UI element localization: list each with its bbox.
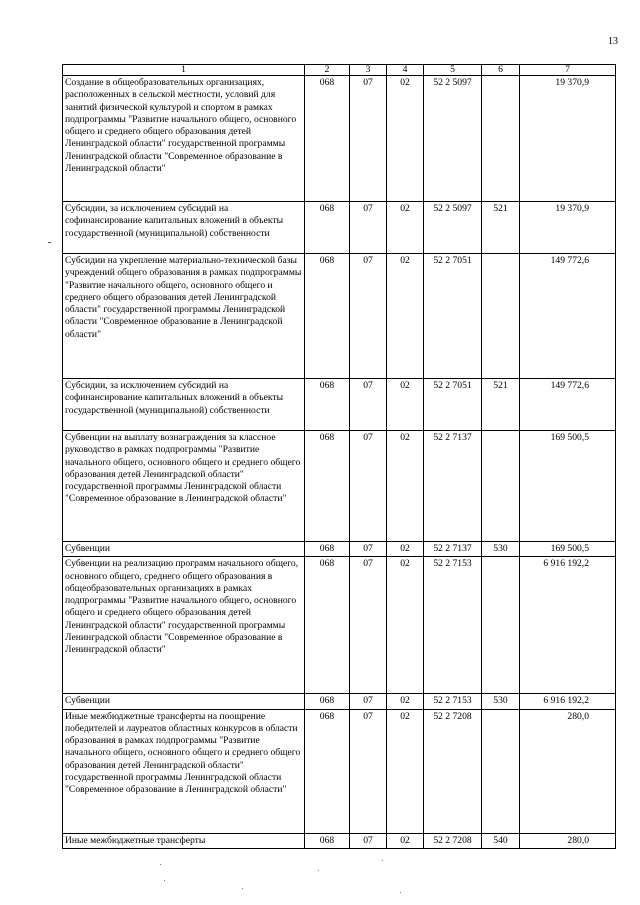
scan-noise (150, 858, 450, 898)
table-row (63, 431, 616, 542)
row-ministry: 068 (305, 833, 350, 848)
row-name: Субвенции на выплату вознаграждения за классное руководство в рамках подпрограммы "Развитие начального общего, основного общего и среднего общего образования детей Ленинградской области" государственной программы Ленинградской области "Современное образование в Ленинградской области" (63, 431, 305, 542)
row-ministry: 068 (305, 254, 350, 379)
row-subsection: 02 (387, 202, 424, 254)
row-name: Субсидии на укрепление материально-технической базы учреждений общего образования в рамках подпрограммы "Развитие начального общего, основного общего и среднего общего образования детей Ленинградской области" государственной программы Ленинградской области "Современное образование в Ленинградской области" (63, 254, 305, 379)
column-header: 4 (387, 65, 424, 76)
row-target: 52 2 5097 (424, 202, 482, 254)
row-amount: 280,0 (520, 709, 616, 833)
page-number: 13 (608, 36, 618, 47)
row-subsection: 02 (387, 557, 424, 694)
table-row (63, 542, 616, 557)
row-target: 52 2 7153 (424, 694, 482, 709)
table-row (63, 833, 616, 848)
row-subsection: 02 (387, 254, 424, 379)
row-name: Иные межбюджетные трансферты на поощрение победителей и лауреатов областных конкурсов в области образования в рамках подпрограммы "Развитие начального общего, основного общего и среднего общего образования детей Ленинградской области" государственной программы Ленинградской области "Современное образование в Ленинградской области" (63, 709, 305, 833)
row-ministry: 068 (305, 557, 350, 694)
row-section: 07 (350, 709, 387, 833)
row-type (482, 431, 520, 542)
row-amount: 19 370,9 (520, 76, 616, 202)
row-section: 07 (350, 202, 387, 254)
margin-mark (48, 242, 51, 243)
budget-table (62, 64, 616, 849)
table-row (63, 379, 616, 431)
row-type: 540 (482, 833, 520, 848)
column-header: 7 (520, 65, 616, 76)
column-header: 1 (63, 65, 305, 76)
row-amount: 149 772,6 (520, 379, 616, 431)
row-amount: 169 500,5 (520, 542, 616, 557)
table-row (63, 202, 616, 254)
row-ministry: 068 (305, 542, 350, 557)
row-ministry: 068 (305, 202, 350, 254)
row-ministry: 068 (305, 76, 350, 202)
row-name: Субвенции (63, 694, 305, 709)
row-amount: 280,0 (520, 833, 616, 848)
row-section: 07 (350, 542, 387, 557)
row-target: 52 2 7208 (424, 709, 482, 833)
table-row (63, 254, 616, 379)
row-section: 07 (350, 557, 387, 694)
row-name: Субсидии, за исключением субсидий на софинансирование капитальных вложений в объекты государственной (муниципальной) собственности (63, 202, 305, 254)
row-amount: 149 772,6 (520, 254, 616, 379)
row-name: Субвенции (63, 542, 305, 557)
row-subsection: 02 (387, 833, 424, 848)
column-header: 6 (482, 65, 520, 76)
row-amount: 6 916 192,2 (520, 557, 616, 694)
row-subsection: 02 (387, 709, 424, 833)
row-type: 521 (482, 202, 520, 254)
column-header: 3 (350, 65, 387, 76)
row-section: 07 (350, 379, 387, 431)
row-target: 52 2 5097 (424, 76, 482, 202)
row-section: 07 (350, 833, 387, 848)
row-type (482, 254, 520, 379)
row-name: Субвенции на реализацию программ начального общего, основного общего, среднего общего образования в общеобразовательных организациях в рамках подпрограммы "Развитие начального общего, основного общего и среднего общего образования детей Ленинградской области" государственной программы Ленинградской области "Современное образование в Ленинградской области" (63, 557, 305, 694)
table-row (63, 557, 616, 694)
row-subsection: 02 (387, 379, 424, 431)
row-type (482, 709, 520, 833)
row-subsection: 02 (387, 431, 424, 542)
row-subsection: 02 (387, 694, 424, 709)
row-target: 52 2 7208 (424, 833, 482, 848)
row-type: 530 (482, 542, 520, 557)
row-target: 52 2 7051 (424, 379, 482, 431)
table-row (63, 694, 616, 709)
row-ministry: 068 (305, 694, 350, 709)
row-amount: 169 500,5 (520, 431, 616, 542)
table-header-row (63, 65, 616, 76)
row-subsection: 02 (387, 76, 424, 202)
row-type: 521 (482, 379, 520, 431)
row-name: Субсидии, за исключением субсидий на софинансирование капитальных вложений в объекты государственной (муниципальной) собственности (63, 379, 305, 431)
row-name: Иные межбюджетные трансферты (63, 833, 305, 848)
row-ministry: 068 (305, 379, 350, 431)
table-row (63, 76, 616, 202)
row-ministry: 068 (305, 431, 350, 542)
row-section: 07 (350, 431, 387, 542)
row-section: 07 (350, 694, 387, 709)
row-name: Создание в общеобразовательных организациях, расположенных в сельской местности, условий для занятий физической культурой и спортом в рамках подпрограммы "Развитие начального общего, основного общего и среднего общего образования детей Ленинградской области" государственной программы Ленинградской области "Современное образование в Ленинградской области" (63, 76, 305, 202)
row-type (482, 76, 520, 202)
row-target: 52 2 7153 (424, 557, 482, 694)
row-section: 07 (350, 254, 387, 379)
row-section: 07 (350, 76, 387, 202)
column-header: 5 (424, 65, 482, 76)
row-type: 530 (482, 694, 520, 709)
row-target: 52 2 7137 (424, 542, 482, 557)
row-type (482, 557, 520, 694)
column-header: 2 (305, 65, 350, 76)
row-amount: 19 370,9 (520, 202, 616, 254)
row-ministry: 068 (305, 709, 350, 833)
row-target: 52 2 7137 (424, 431, 482, 542)
table-row (63, 709, 616, 833)
row-amount: 6 916 192,2 (520, 694, 616, 709)
row-subsection: 02 (387, 542, 424, 557)
row-target: 52 2 7051 (424, 254, 482, 379)
